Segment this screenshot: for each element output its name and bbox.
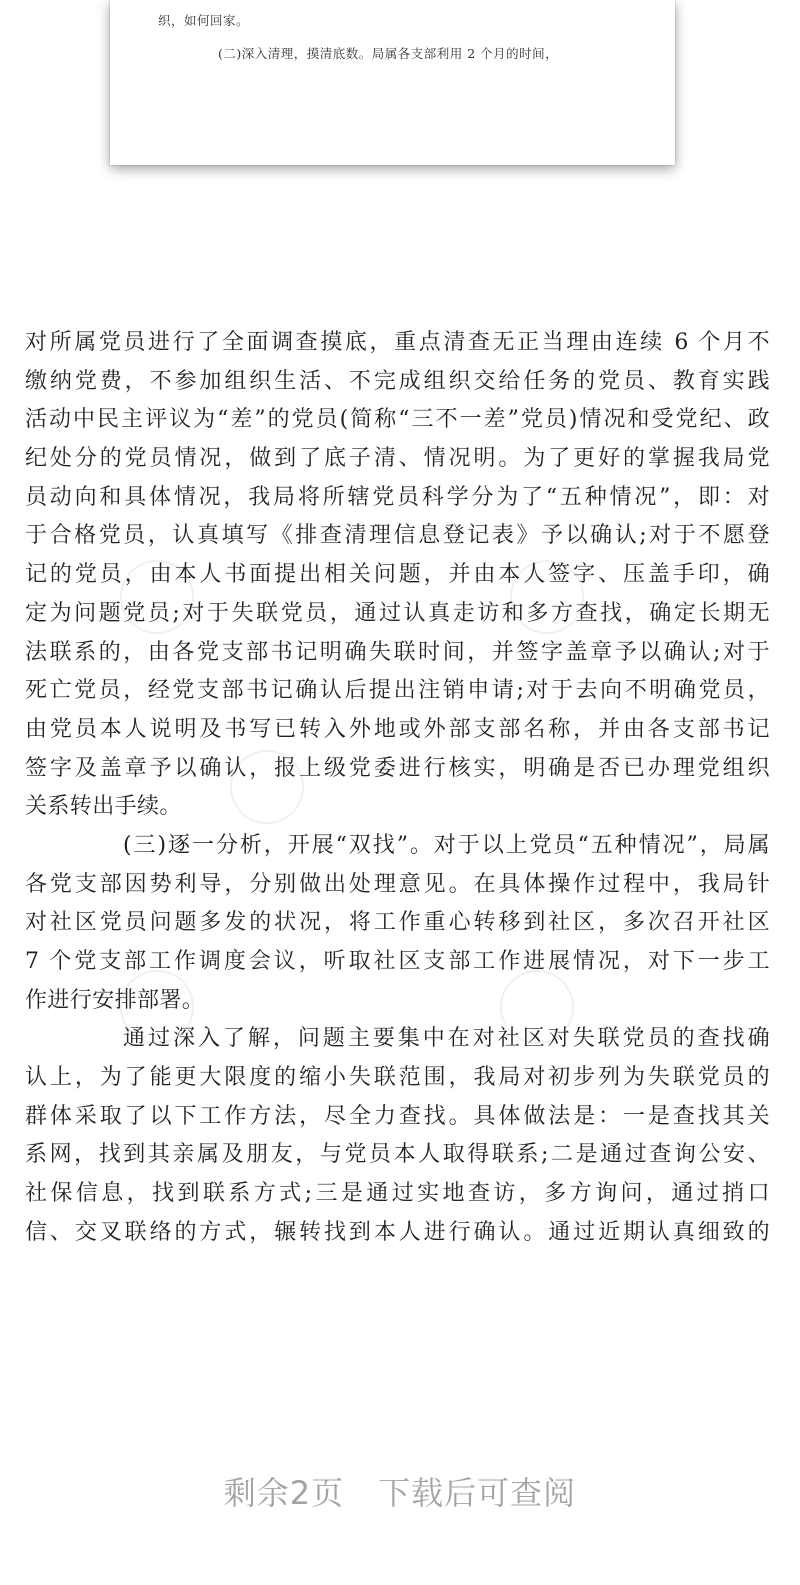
download-prompt[interactable] xyxy=(0,1468,800,1514)
body-line: 签字及盖章予以确认，报上级党委进行核实，明确是否已办理党组织 xyxy=(25,755,770,781)
body-line: 对所属党员进行了全面调查摸底，重点清查无正当理由连续 6 个月不 xyxy=(25,330,770,355)
body-line: 作进行安排部署。 xyxy=(25,987,205,1013)
document-body xyxy=(25,324,770,1253)
body-line: 缴纳党费，不参加组织生活、不完成组织交给任务的党员、教育实践 xyxy=(25,368,770,394)
body-line: 7 个党支部工作调度会议，听取社区支部工作进展情况，对下一步工 xyxy=(25,949,770,974)
body-line: 认上，为了能更大限度的缩小失联范围，我局对初步列为失联党员的 xyxy=(25,1065,770,1091)
body-line: (三)逐一分析，开展“双找”。对于以上党员“五种情况”，局属 xyxy=(123,832,770,858)
body-line: 活动中民主评议为“差”的党员(简称“三不一差”党员)情况和受党纪、政 xyxy=(25,407,770,433)
body-line: 由党员本人说明及书写已转入外地或外部支部名称，并由各支部书记 xyxy=(25,716,770,742)
body-line: 通过深入了解，问题主要集中在对社区对失联党员的查找确 xyxy=(123,1026,770,1052)
body-line: 信、交叉联络的方式，辗转找到本人进行确认。通过近期认真细致的 xyxy=(25,1219,770,1245)
body-line: 对社区党员问题多发的状况，将工作重心转移到社区，多次召开社区 xyxy=(25,910,770,936)
body-line: 死亡党员，经党支部书记确认后提出注销申请;对于去向不明确党员， xyxy=(25,678,770,704)
download-hint-label: 下载后可查阅 xyxy=(378,1474,577,1512)
body-line: 法联系的，由各党支部书记明确失联时间，并签字盖章予以确认;对于 xyxy=(25,639,770,665)
body-line: 定为问题党员;对于失联党员，通过认真走访和多方查找，确定长期无 xyxy=(25,600,770,626)
body-line: 纪处分的党员情况，做到了底子清、情况明。为了更好的掌握我局党 xyxy=(25,446,770,472)
body-line: 员动向和具体情况，我局将所辖党员科学分为了“五种情况”，即：对 xyxy=(25,484,770,510)
body-line: 关系转出手续。 xyxy=(25,794,182,820)
previous-page-preview xyxy=(110,0,675,165)
body-line: 系网，找到其亲属及朋友，与党员本人取得联系;二是通过查询公安、 xyxy=(25,1142,770,1168)
body-line: 社保信息，找到联系方式;三是通过实地查访，多方询问，通过捎口 xyxy=(25,1181,770,1207)
body-line: 各党支部因势利导，分别做出处理意见。在具体操作过程中，我局针 xyxy=(25,871,770,897)
body-line: 群体采取了以下工作方法，尽全力查找。具体做法是：一是查找其关 xyxy=(25,1103,770,1129)
body-line: 于合格党员，认真填写《排查清理信息登记表》予以确认;对于不愿登 xyxy=(25,523,770,549)
remaining-pages-label: 剩余2页 xyxy=(223,1474,345,1512)
preview-line-2: (二)深入清理，摸清底数。局属各支部利用 2 个月的时间， xyxy=(218,46,559,61)
preview-line-1: 织，如何回家。 xyxy=(158,13,250,28)
body-line: 记的党员，由本人书面提出相关问题，并由本人签字、压盖手印，确 xyxy=(25,562,770,588)
